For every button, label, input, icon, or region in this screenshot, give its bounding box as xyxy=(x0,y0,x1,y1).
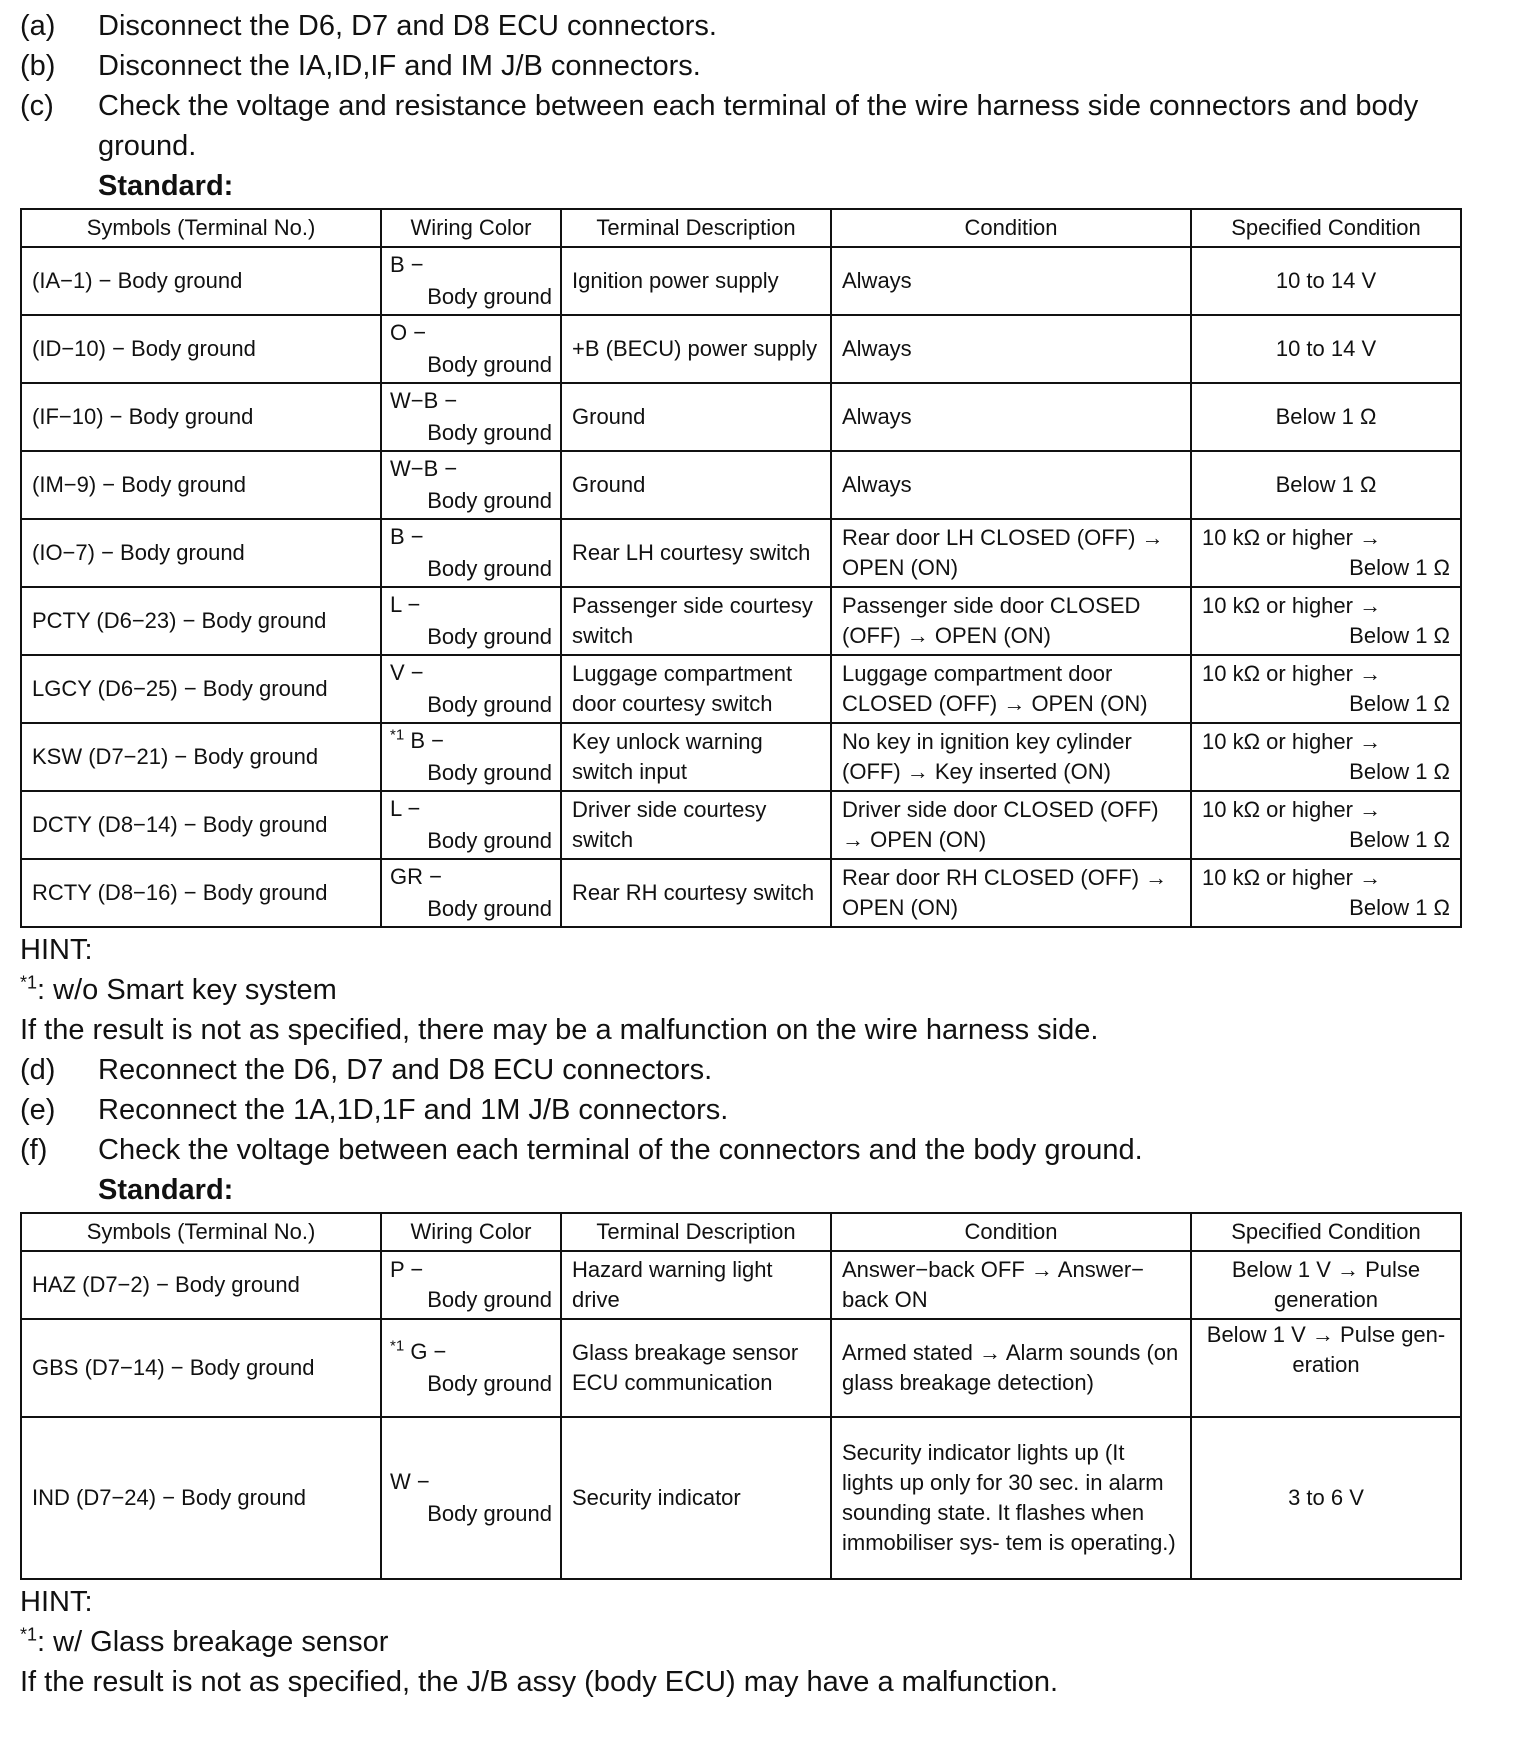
header-wiring-color: Wiring Color xyxy=(381,1213,561,1251)
spec-line-1: 10 kΩ or higher → xyxy=(1202,729,1382,754)
hint-2-note xyxy=(20,1622,1460,1662)
hint-2-note-text: : w/ Glass breakage sensor xyxy=(37,1626,389,1658)
wire-ground: Body ground xyxy=(427,760,552,785)
cell-condition: Always xyxy=(831,247,1191,315)
table-row xyxy=(21,315,1461,383)
wire-color: L − xyxy=(390,796,421,821)
cell-condition: Rear door RH CLOSED (OFF) → OPEN (ON) xyxy=(831,859,1191,927)
cell-symbol: RCTY (D8−16) − Body ground xyxy=(21,859,381,927)
wire-color: O − xyxy=(390,320,427,345)
table-row xyxy=(21,1251,1461,1319)
header-terminal-description: Terminal Description xyxy=(561,209,831,247)
cell-symbol: KSW (D7−21) − Body ground xyxy=(21,723,381,791)
cell-specified-condition xyxy=(1191,791,1461,859)
cell-description: Rear LH courtesy switch xyxy=(561,519,831,587)
cell-symbol: GBS (D7−14) − Body ground xyxy=(21,1319,381,1417)
spec-line-2: Below 1 Ω xyxy=(1349,759,1450,784)
wire-ground: Body ground xyxy=(427,1371,552,1396)
cell-description: Key unlock warning switch input xyxy=(561,723,831,791)
cell-symbol: IND (D7−24) − Body ground xyxy=(21,1417,381,1579)
wire-ground: Body ground xyxy=(427,692,552,717)
wire-color: GR − xyxy=(390,864,442,889)
cell-specified-condition xyxy=(1191,723,1461,791)
cell-description: Security indicator xyxy=(561,1417,831,1579)
cell-wiring-color xyxy=(381,1251,561,1319)
wire-color: W−B − xyxy=(390,388,458,413)
hint-1-note xyxy=(20,970,1460,1010)
header-wiring-color: Wiring Color xyxy=(381,209,561,247)
cell-condition: Answer−back OFF → Answer− back ON xyxy=(831,1251,1191,1319)
cell-condition: Luggage compartment door CLOSED (OFF) → OPEN (ON) xyxy=(831,655,1191,723)
cell-wiring-color xyxy=(381,1319,561,1417)
standard-label-2: Standard: xyxy=(98,1174,234,1206)
steps-a-c xyxy=(20,6,1460,166)
header-specified-condition: Specified Condition xyxy=(1191,1213,1461,1251)
hint-1-note-mark: *1 xyxy=(20,972,38,993)
cell-condition: Always xyxy=(831,383,1191,451)
spec-line-2: Below 1 Ω xyxy=(1349,555,1450,580)
cell-symbol: (IM−9) − Body ground xyxy=(21,451,381,519)
table-row xyxy=(21,655,1461,723)
spec-line-1: 10 kΩ or higher → xyxy=(1202,865,1382,890)
table-header-row xyxy=(21,1213,1461,1251)
step-e: (e) Reconnect the 1A,1D,1F and 1M J/B connectors. xyxy=(20,1094,729,1126)
cell-condition: Passenger side door CLOSED (OFF) → OPEN (ON) xyxy=(831,587,1191,655)
wire-color: V − xyxy=(390,660,424,685)
cell-description: Hazard warning light drive xyxy=(561,1251,831,1319)
cell-specified-condition: Below 1 V → Pulse gen- eration xyxy=(1191,1319,1461,1417)
cell-symbol: (IF−10) − Body ground xyxy=(21,383,381,451)
cell-specified-condition xyxy=(1191,519,1461,587)
hint-2-result: If the result is not as specified, the J/B assy (body ECU) may have a malfunction. xyxy=(20,1666,1059,1698)
cell-condition: Security indicator lights up (It lights up only for 30 sec. in alarm sounding state. It flashes when immobiliser sys- tem is operating.) xyxy=(831,1417,1191,1579)
wire-ground: Body ground xyxy=(427,488,552,513)
cell-wiring-color xyxy=(381,383,561,451)
cell-symbol: PCTY (D6−23) − Body ground xyxy=(21,587,381,655)
cell-description: Luggage compartment door courtesy switch xyxy=(561,655,831,723)
document-page xyxy=(20,6,1460,1702)
wire-color: L − xyxy=(390,592,421,617)
hint-1-note-text: : w/o Smart key system xyxy=(37,974,337,1006)
cell-specified-condition xyxy=(1191,587,1461,655)
table-row xyxy=(21,383,1461,451)
wire-ground: Body ground xyxy=(427,828,552,853)
wire-color: B − xyxy=(390,252,424,277)
wire-ground: Body ground xyxy=(427,352,552,377)
wire-ground: Body ground xyxy=(427,284,552,309)
header-specified-condition: Specified Condition xyxy=(1191,209,1461,247)
spec-line-2: Below 1 Ω xyxy=(1349,827,1450,852)
cell-description: Glass breakage sensor ECU communication xyxy=(561,1319,831,1417)
cell-symbol: (ID−10) − Body ground xyxy=(21,315,381,383)
cell-wiring-color xyxy=(381,315,561,383)
wire-ground: Body ground xyxy=(427,420,552,445)
table-row xyxy=(21,519,1461,587)
cell-wiring-color xyxy=(381,519,561,587)
step-a: (a) Disconnect the D6, D7 and D8 ECU connectors. xyxy=(20,10,717,42)
spec-line-2: Below 1 Ω xyxy=(1349,623,1450,648)
standard-table-1 xyxy=(20,208,1462,928)
spec-line-1: 10 kΩ or higher → xyxy=(1202,661,1382,686)
cell-specified-condition: Below 1 V → Pulse generation xyxy=(1191,1251,1461,1319)
cell-condition: Driver side door CLOSED (OFF) → OPEN (ON) xyxy=(831,791,1191,859)
table-row xyxy=(21,587,1461,655)
wire-ground: Body ground xyxy=(427,556,552,581)
cell-specified-condition: Below 1 Ω xyxy=(1191,451,1461,519)
cell-wiring-color xyxy=(381,451,561,519)
cell-description: +B (BECU) power supply xyxy=(561,315,831,383)
cell-symbol: DCTY (D8−14) − Body ground xyxy=(21,791,381,859)
cell-description: Ignition power supply xyxy=(561,247,831,315)
table-row xyxy=(21,1417,1461,1579)
wire-ground: Body ground xyxy=(427,1287,552,1312)
cell-symbol: (IO−7) − Body ground xyxy=(21,519,381,587)
wire-color: B − xyxy=(410,728,444,753)
cell-symbol: LGCY (D6−25) − Body ground xyxy=(21,655,381,723)
step-c: (c) Check the voltage and resistance between each terminal of the wire harness side connectors and body ground. xyxy=(20,90,1419,162)
cell-condition: Always xyxy=(831,451,1191,519)
cell-wiring-color xyxy=(381,1417,561,1579)
table-row xyxy=(21,859,1461,927)
note-mark: *1 xyxy=(390,1337,405,1355)
wire-ground: Body ground xyxy=(427,896,552,921)
wire-color: W−B − xyxy=(390,456,458,481)
spec-line-2: Below 1 Ω xyxy=(1349,895,1450,920)
spec-line-1: 10 kΩ or higher → xyxy=(1202,593,1382,618)
header-symbols: Symbols (Terminal No.) xyxy=(21,209,381,247)
cell-specified-condition: 10 to 14 V xyxy=(1191,247,1461,315)
cell-description: Ground xyxy=(561,451,831,519)
cell-specified-condition: 3 to 6 V xyxy=(1191,1417,1461,1579)
hint-1-result: If the result is not as specified, there may be a malfunction on the wire harness side. xyxy=(20,1014,1099,1046)
table-row xyxy=(21,451,1461,519)
table-row xyxy=(21,723,1461,791)
cell-wiring-color xyxy=(381,587,561,655)
wire-color: P − xyxy=(390,1257,424,1282)
step-b: (b) Disconnect the IA,ID,IF and IM J/B connectors. xyxy=(20,50,701,82)
cell-wiring-color xyxy=(381,247,561,315)
cell-description: Driver side courtesy switch xyxy=(561,791,831,859)
table-header-row xyxy=(21,209,1461,247)
spec-line-1: 10 kΩ or higher → xyxy=(1202,797,1382,822)
cell-specified-condition: 10 to 14 V xyxy=(1191,315,1461,383)
steps-d-f xyxy=(20,1050,1460,1170)
wire-color: B − xyxy=(390,524,424,549)
wire-ground: Body ground xyxy=(427,624,552,649)
cell-description: Rear RH courtesy switch xyxy=(561,859,831,927)
cell-wiring-color xyxy=(381,859,561,927)
cell-description: Ground xyxy=(561,383,831,451)
cell-specified-condition xyxy=(1191,655,1461,723)
wire-color: G − xyxy=(410,1339,447,1364)
header-terminal-description: Terminal Description xyxy=(561,1213,831,1251)
cell-condition: Rear door LH CLOSED (OFF) → OPEN (ON) xyxy=(831,519,1191,587)
cell-symbol: (IA−1) − Body ground xyxy=(21,247,381,315)
table-row xyxy=(21,247,1461,315)
cell-specified-condition: Below 1 Ω xyxy=(1191,383,1461,451)
spec-line-1: 10 kΩ or higher → xyxy=(1202,525,1382,550)
cell-condition: No key in ignition key cylinder (OFF) → Key inserted (ON) xyxy=(831,723,1191,791)
hint-2-title: HINT: xyxy=(20,1586,93,1618)
cell-wiring-color xyxy=(381,791,561,859)
table-row xyxy=(21,1319,1461,1417)
cell-specified-condition xyxy=(1191,859,1461,927)
hint-2-note-mark: *1 xyxy=(20,1624,38,1645)
cell-description: Passenger side courtesy switch xyxy=(561,587,831,655)
cell-wiring-color xyxy=(381,655,561,723)
cell-condition: Armed stated → Alarm sounds (on glass breakage detection) xyxy=(831,1319,1191,1417)
header-condition: Condition xyxy=(831,1213,1191,1251)
step-f: (f) Check the voltage between each terminal of the connectors and the body ground. xyxy=(20,1134,1143,1166)
spec-line-2: Below 1 Ω xyxy=(1349,691,1450,716)
table-row xyxy=(21,791,1461,859)
cell-condition: Always xyxy=(831,315,1191,383)
step-d: (d) Reconnect the D6, D7 and D8 ECU connectors. xyxy=(20,1054,713,1086)
hint-1-title: HINT: xyxy=(20,934,93,966)
cell-wiring-color xyxy=(381,723,561,791)
note-mark: *1 xyxy=(390,726,405,744)
standard-label-1: Standard: xyxy=(98,170,234,202)
wire-ground: Body ground xyxy=(427,1501,552,1526)
cell-symbol: HAZ (D7−2) − Body ground xyxy=(21,1251,381,1319)
header-symbols: Symbols (Terminal No.) xyxy=(21,1213,381,1251)
standard-table-2 xyxy=(20,1212,1462,1580)
header-condition: Condition xyxy=(831,209,1191,247)
wire-color: W − xyxy=(390,1469,430,1494)
